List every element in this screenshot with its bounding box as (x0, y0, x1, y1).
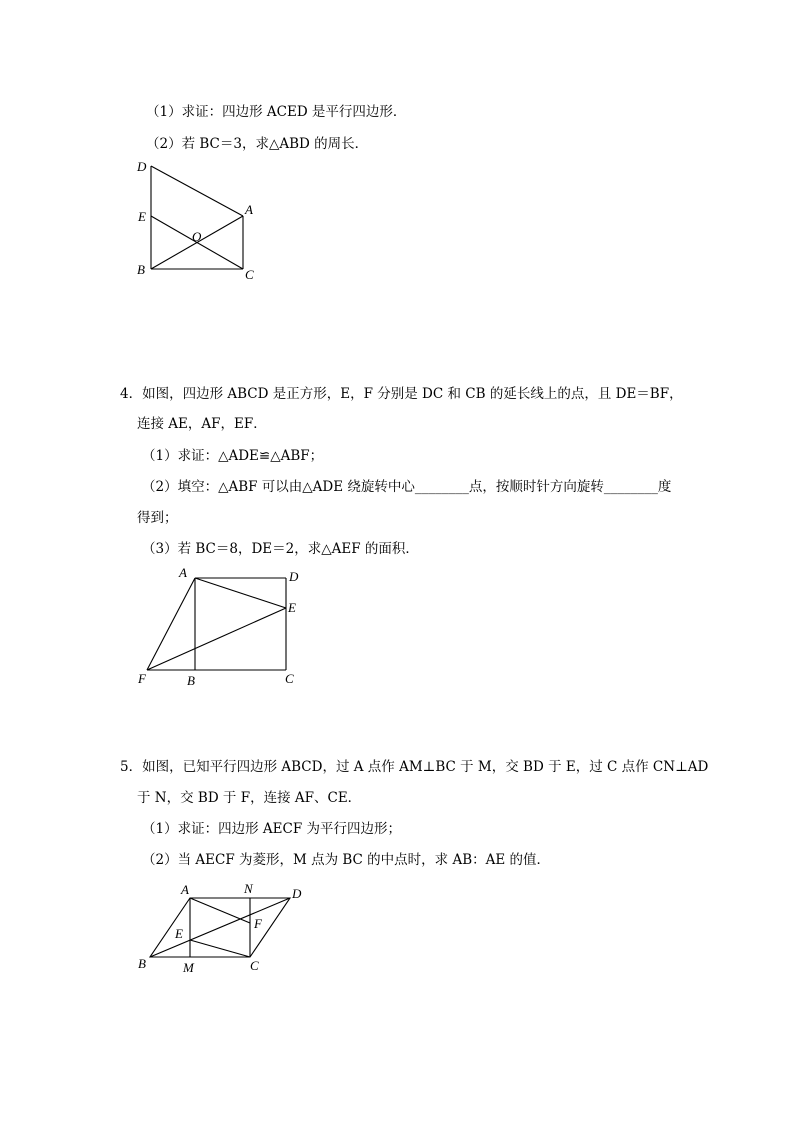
q4-label-b: B (187, 673, 195, 688)
q5-label-m: M (183, 960, 194, 975)
q5-segment-ec (190, 940, 250, 957)
q5-stem-line1: 5．如图，已知平行四边形 ABCD，过 A 点作 AM⊥BC 于 M，交 BD 于 E，过 C 点作 CN⊥AD (120, 759, 709, 775)
q5-stem-line2: 于 N，交 BD 于 F，连接 AF、CE． (137, 790, 362, 806)
q4-label-c: C (285, 671, 294, 686)
q5-label-e: E (175, 926, 183, 941)
q3-label-c: C (245, 267, 254, 282)
q5-sub1: （1）求证：四边形 AECF 为平行四边形； (142, 821, 401, 837)
q4-sub2-line2: 得到； (137, 510, 178, 526)
q5-label-d: D (292, 886, 302, 901)
q3-label-b: B (137, 262, 145, 277)
q5-label-a: A (181, 882, 189, 897)
q5-sub2: （2）当 AECF 为菱形，M 点为 BC 的中点时，求 AB：AE 的值． (142, 852, 551, 868)
q5-label-f: F (254, 916, 262, 931)
q4-label-a: A (179, 565, 187, 580)
q3-label-o: O (192, 229, 202, 244)
q4-label-d: D (289, 569, 299, 584)
q5-label-c: C (250, 958, 259, 973)
q4-stem-line2: 连接 AE，AF，EF． (137, 416, 267, 432)
q3-label-a: A (245, 202, 253, 217)
q4-sub1: （1）求证：△ADE≌△ABF； (142, 448, 324, 464)
q5-label-n: N (244, 881, 253, 896)
q5-label-b: B (138, 956, 146, 971)
q3-label-d: D (137, 159, 147, 174)
q4-stem-line1: 4．如图，四边形 ABCD 是正方形，E，F 分别是 DC 和 CB 的延长线上的点，且 DE＝BF， (120, 386, 683, 402)
q4-label-f: F (138, 671, 146, 686)
q4-label-e: E (288, 600, 296, 615)
q3-sub1: （1）求证：四边形 ACED 是平行四边形． (146, 104, 407, 120)
q5-segment-af (190, 898, 250, 923)
q4-sub3: （3）若 BC＝8，DE＝2，求△AEF 的面积． (142, 541, 419, 557)
q3-sub2: （2）若 BC＝3，求△ABD 的周长． (146, 136, 369, 152)
q3-label-e: E (138, 209, 146, 224)
q4-sub2-line1: （2）填空：△ABF 可以由△ADE 绕旋转中心________点，按顺时针方向旋转________度 (142, 479, 672, 495)
